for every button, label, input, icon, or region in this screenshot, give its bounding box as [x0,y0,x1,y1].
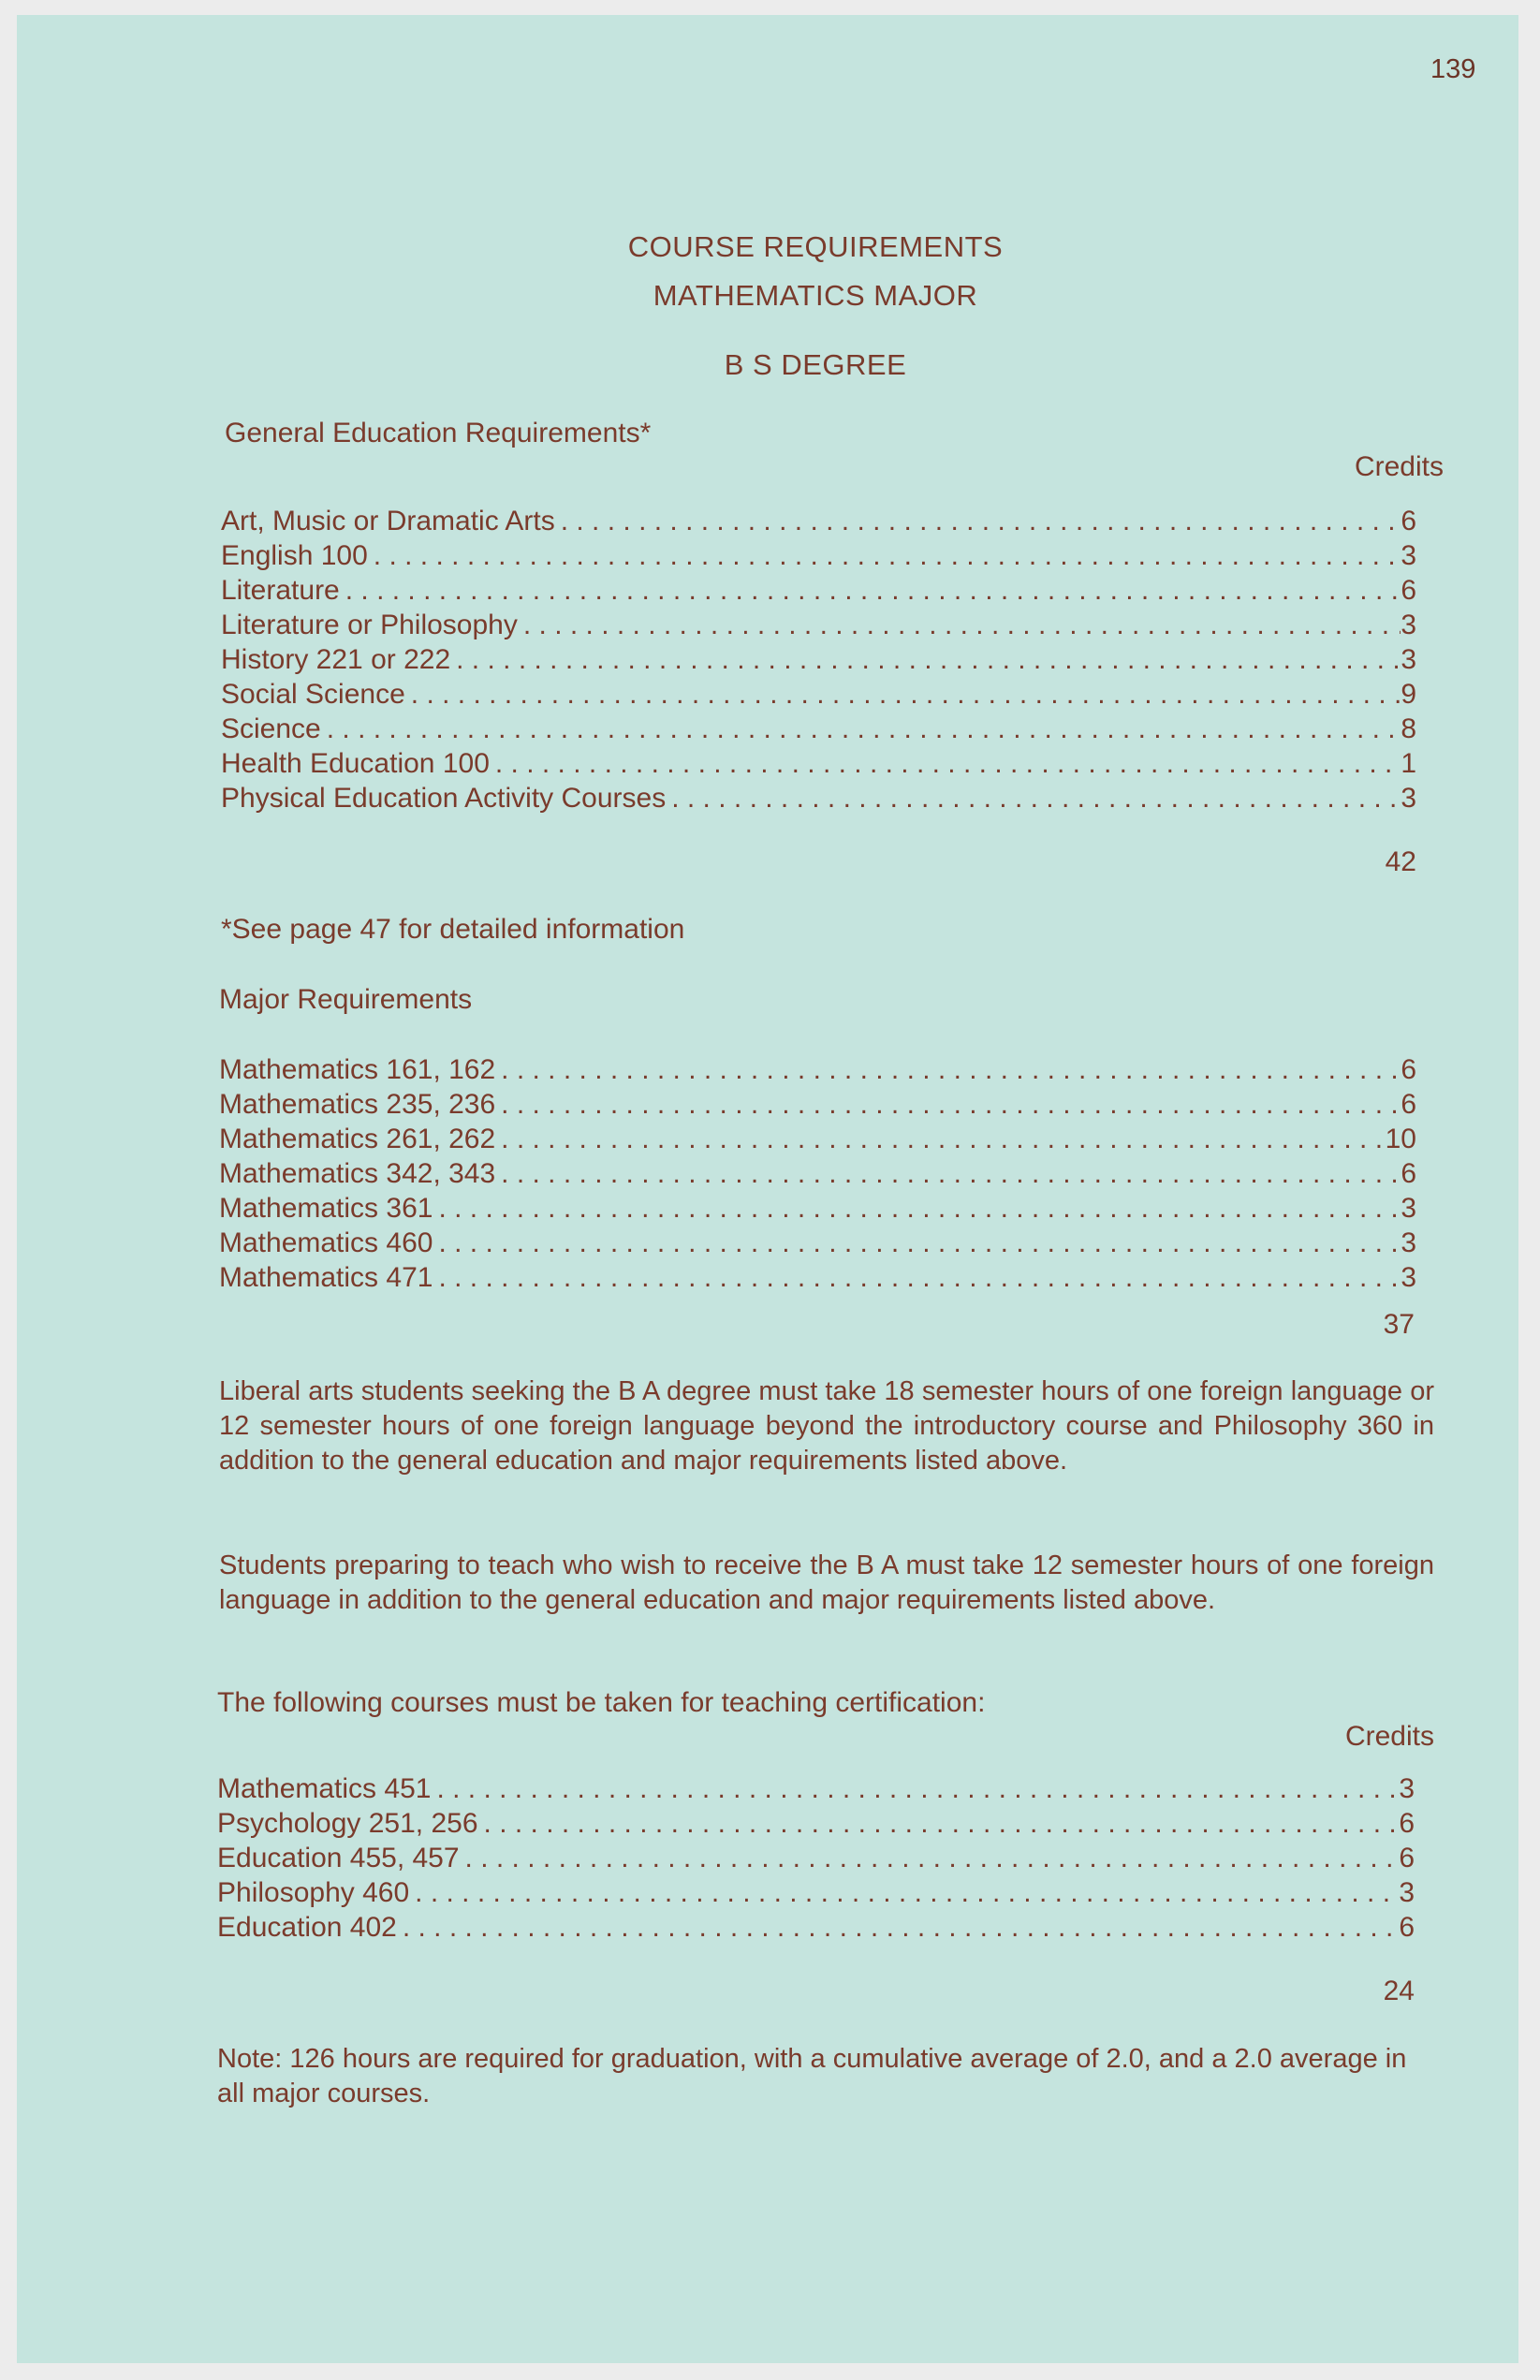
course-row [219,1156,1416,1191]
course-credits: 6 [1401,506,1416,536]
dot-leader [403,1910,1399,1945]
course-row [219,1226,1416,1260]
dot-leader [438,1260,1401,1295]
teaching-ba-paragraph: Students preparing to teach who wish to receive the B A must take 12 semester hours of one foreign language in addition to the general education and major requirements listed above. [219,1550,1434,1615]
course-name: Mathematics 235, 236 [219,1089,496,1120]
course-row [221,642,1416,677]
dot-leader [671,781,1401,815]
course-name: Literature or Philosophy [221,610,518,640]
course-name: Social Science [221,679,405,710]
general-education-list [221,504,1416,815]
course-credits: 10 [1385,1124,1416,1154]
dot-leader [456,642,1401,677]
major-requirements-heading: Major Requirements [219,984,473,1015]
course-credits: 6 [1399,1843,1415,1873]
general-credits-header: Credits [1354,451,1444,482]
dot-leader [374,538,1401,573]
general-footnote: *See page 47 for detailed information [221,914,685,945]
course-credits: 9 [1401,679,1416,710]
course-name: Physical Education Activity Courses [221,783,667,814]
course-row [221,781,1416,815]
course-name: Health Education 100 [221,748,490,779]
course-name: Mathematics 460 [219,1227,433,1258]
liberal-arts-paragraph: Liberal arts students seeking the B A degree must take 18 semester hours of one foreign language or 12 semester hours of one foreign language beyond the introductory course and Philosophy 360 in addition to the general education and major requirements listed above. [219,1376,1434,1476]
course-row [217,1771,1415,1806]
course-credits: 6 [1401,1158,1416,1189]
course-credits: 6 [1401,575,1416,606]
title-degree: B S DEGREE [724,348,907,381]
dot-leader [327,712,1401,746]
course-name: Mathematics 361 [219,1193,433,1224]
course-name: Mathematics 161, 162 [219,1054,496,1085]
course-row [221,608,1416,642]
course-row [217,1841,1415,1875]
course-row [217,1806,1415,1841]
course-row [221,677,1416,712]
course-credits: 3 [1401,1262,1416,1293]
dot-leader [415,1875,1399,1910]
major-total: 37 [1383,1309,1415,1340]
general-total: 42 [1385,846,1416,877]
course-row [221,573,1416,608]
course-row [219,1052,1416,1087]
course-name: Mathematics 471 [219,1262,433,1293]
course-credits: 3 [1401,610,1416,640]
teaching-certification-list [217,1771,1415,1945]
dot-leader [411,677,1401,712]
dot-leader [561,504,1401,538]
course-credits: 6 [1401,1054,1416,1085]
course-credits: 3 [1401,540,1416,571]
course-credits: 8 [1401,713,1416,744]
document-page [17,15,1518,2363]
course-name: Education 402 [217,1912,397,1943]
dot-leader [501,1156,1401,1191]
course-credits: 6 [1399,1808,1415,1839]
dot-leader [345,573,1401,608]
course-credits: 1 [1401,748,1416,779]
course-row [221,746,1416,781]
course-row [219,1191,1416,1226]
title-mathematics-major: MATHEMATICS MAJOR [653,279,978,312]
course-name: Art, Music or Dramatic Arts [221,506,555,536]
general-education-heading: General Education Requirements* [225,418,652,448]
dot-leader [436,1771,1399,1806]
course-credits: 3 [1401,783,1416,814]
dot-leader [465,1841,1400,1875]
course-row [219,1122,1416,1156]
course-credits: 6 [1401,1089,1416,1120]
course-name: Literature [221,575,340,606]
course-row [221,712,1416,746]
dot-leader [523,608,1401,642]
major-requirements-list [219,1052,1416,1295]
course-row [217,1910,1415,1945]
course-row [221,538,1416,573]
course-name: History 221 or 222 [221,644,451,675]
course-row [219,1260,1416,1295]
course-credits: 3 [1401,644,1416,675]
teaching-certification-intro: The following courses must be taken for teaching certification: [217,1687,986,1718]
graduation-note: Note: 126 hours are required for graduation, with a cumulative average of 2.0, and a 2.0 average in all major courses. [217,2044,1407,2108]
course-name: Education 455, 457 [217,1843,460,1873]
course-row [219,1087,1416,1122]
course-credits: 3 [1401,1193,1416,1224]
teaching-credits-header: Credits [1344,1721,1434,1752]
course-credits: 3 [1399,1773,1415,1804]
course-name: Mathematics 451 [217,1773,432,1804]
course-name: Mathematics 342, 343 [219,1158,496,1189]
course-name: Mathematics 261, 262 [219,1124,496,1154]
course-credits: 3 [1401,1227,1416,1258]
dot-leader [484,1806,1400,1841]
teaching-total: 24 [1383,1976,1415,2006]
course-credits: 6 [1399,1912,1415,1943]
dot-leader [438,1191,1401,1226]
dot-leader [501,1052,1401,1087]
course-row [221,504,1416,538]
course-name: Philosophy 460 [217,1877,410,1908]
title-course-requirements: COURSE REQUIREMENTS [627,230,1004,263]
page-number: 139 [1430,54,1476,84]
dot-leader [495,746,1401,781]
dot-leader [501,1087,1401,1122]
course-name: English 100 [221,540,368,571]
course-credits: 3 [1399,1877,1415,1908]
course-row [217,1875,1415,1910]
dot-leader [438,1226,1401,1260]
course-name: Science [221,713,321,744]
dot-leader [501,1122,1385,1156]
course-name: Psychology 251, 256 [217,1808,478,1839]
